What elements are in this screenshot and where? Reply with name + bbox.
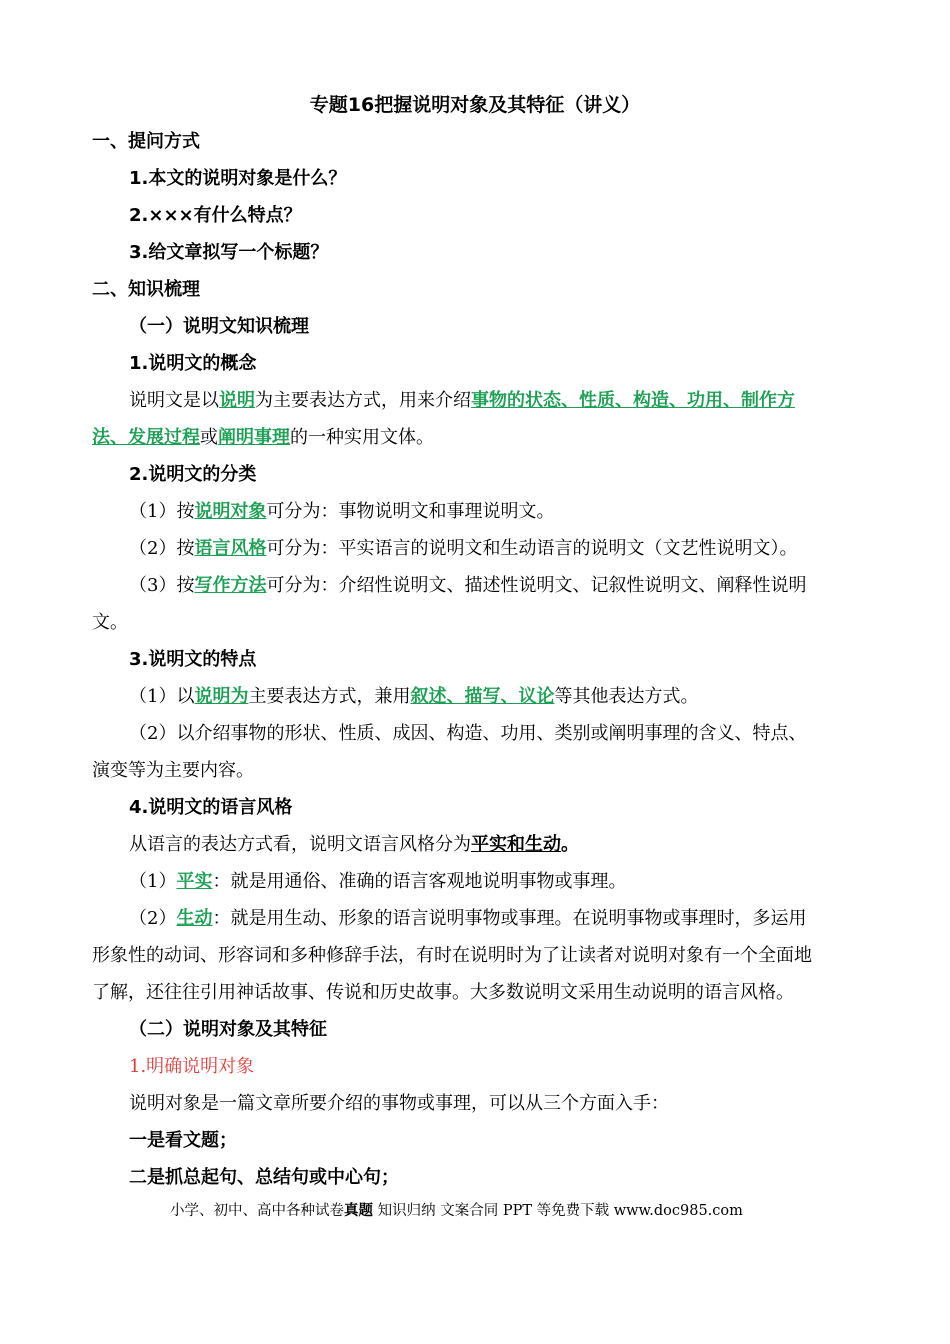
features-item-1 (0, 684, 950, 710)
object-intro: 说明对象是一篇文章所要介绍的事物或事理，可以从三个方面入手： (129, 1093, 669, 1114)
text-run: 可分为：事物说明文和事理说明文。 (266, 501, 555, 522)
highlight-term: 法、发展过程 (92, 427, 200, 448)
text-run: 主要表达方式，兼用 (248, 686, 411, 707)
concept-heading: 1.说明文的概念 (129, 353, 257, 374)
question-1: 1.本文的说明对象是什么？ (129, 168, 347, 189)
style-item-2-cont-2: 了解，还往往引用神话故事、传说和历史故事。大多数说明文采用生动说明的语言风格。 (92, 982, 794, 1003)
classification-item-3-cont: 文。 (92, 612, 128, 633)
highlight-term: 叙述、描写、议论 (410, 686, 555, 707)
text-run: 的一种实用文体。 (290, 427, 434, 448)
subsection-heading-1: （一）说明文知识梳理 (129, 316, 309, 337)
text-run: 说明文是以 (129, 390, 219, 411)
object-method-2: 二是抓总起句、总结句或中心句； (129, 1167, 399, 1188)
highlight-term: 平实 (176, 871, 213, 892)
text-run: 从语言的表达方式看，说明文语言风格分为 (129, 834, 471, 855)
page-title: 专题16把握说明对象及其特征（讲义） (309, 94, 641, 116)
question-3: 3.给文章拟写一个标题？ (129, 242, 329, 263)
text-run: （1）按 (129, 501, 195, 522)
text-run: （3）按 (129, 575, 195, 596)
text-run: 可分为：介绍性说明文、描述性说明文、记叙性说明文、阐释性说明 (266, 575, 807, 596)
style-intro (0, 832, 950, 858)
text-run: （2）按 (129, 538, 195, 559)
highlight-term: 阐明事理 (218, 427, 290, 448)
text-run: 。 (561, 834, 579, 855)
highlight-term: 说明 (219, 390, 255, 411)
highlight-term: 说明对象 (194, 501, 267, 522)
classification-item-1 (0, 499, 950, 525)
object-heading: 1.明确说明对象 (129, 1056, 255, 1077)
text-run: 等其他表达方式。 (554, 686, 699, 707)
footer-link[interactable]: www.doc985.com (609, 1203, 743, 1219)
classification-item-3 (0, 573, 950, 599)
text-run: （2） (129, 908, 177, 929)
classification-item-2 (0, 536, 950, 562)
footer-text: 知识归纳 (373, 1203, 441, 1219)
footer-text: 真题 (344, 1203, 373, 1219)
classification-heading: 2.说明文的分类 (129, 464, 257, 485)
style-item-1 (0, 869, 950, 895)
text-run: ：就是用生动、形象的语言说明事物或事理。在说明事物或事理时，多运用 (212, 908, 807, 929)
section-heading-knowledge: 二、知识梳理 (92, 279, 200, 300)
underlined-term: 平实和生动 (471, 834, 561, 855)
text-run: 可分为：平实语言的说明文和生动语言的说明文（文艺性说明文）。 (266, 538, 798, 559)
features-heading: 3.说明文的特点 (129, 649, 257, 670)
page-footer (0, 1198, 950, 1224)
highlight-term: 说明为 (194, 686, 249, 707)
text-run: ：就是用通俗、准确的语言客观地说明事物或事理。 (212, 871, 627, 892)
text-run: 或 (200, 427, 218, 448)
features-item-2: （2）以介绍事物的形状、性质、成因、构造、功用、类别或阐明事理的含义、特点、 (129, 723, 807, 744)
highlight-term: 语言风格 (194, 538, 267, 559)
style-heading: 4.说明文的语言风格 (129, 797, 293, 818)
highlight-term: 生动 (176, 908, 213, 929)
question-2: 2.×××有什么特点？ (129, 205, 302, 226)
text-run: （1） (129, 871, 177, 892)
concept-line-2 (0, 425, 950, 451)
text-run: 为主要表达方式，用来介绍 (255, 390, 471, 411)
concept-line-1 (0, 388, 950, 414)
object-method-1: 一是看文题； (129, 1130, 237, 1151)
style-item-2 (0, 906, 950, 932)
highlight-term: 写作方法 (194, 575, 267, 596)
section-heading-questions: 一、提问方式 (92, 131, 200, 152)
subsection-heading-2: （二）说明对象及其特征 (129, 1019, 327, 1040)
highlight-term: 事物的状态、性质、构造、功用、制作方 (471, 390, 795, 411)
footer-text: 文案合同 PPT 等免费下载 (440, 1203, 610, 1219)
features-item-2-cont: 演变等为主要内容。 (92, 760, 254, 781)
text-run: （1）以 (129, 686, 195, 707)
footer-text: 小学、初中、高中各种试卷 (170, 1203, 344, 1219)
style-item-2-cont-1: 形象性的动词、形容词和多种修辞手法，有时在说明时为了让读者对说明对象有一个全面地 (92, 945, 812, 966)
